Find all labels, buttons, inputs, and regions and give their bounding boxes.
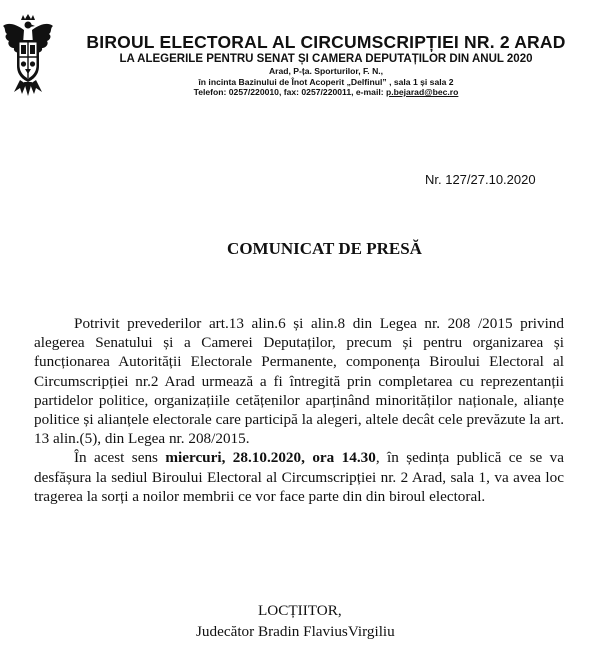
signatory-name: Judecător Bradin FlaviusVirgiliu xyxy=(196,623,395,640)
letterhead-text xyxy=(76,32,576,98)
coat-of-arms-icon xyxy=(2,14,54,96)
address-line-2: în incinta Bazinului de Înot Acoperit „Delfinul” , sala 1 și sala 2 xyxy=(198,76,454,87)
paragraph-legal-basis: Potrivit prevederilor art.13 alin.6 și alin.8 din Legea nr. 208 /2015 privind alegerea Senatului și a Camerei Deputaților, precum și pentru organizarea și funcționarea Autorității Electorale Permanente, componența Biroului Electoral al Circumscripției nr.2 Arad urmează a fi întregită prin completarea cu reprezentanții partidelor politice, organizațiile cetățenilor aparținând minorităților naționale, alianțe politice și alianțele electorale care participă la alegeri, altele decât cele prevăzute la art. 13 alin.(5), din Legea nr. 208/2015. xyxy=(34,315,564,448)
institution-title: BIROUL ELECTORAL AL CIRCUMSCRIPȚIEI NR. 2 ARAD xyxy=(86,32,566,52)
address-line-1: Arad, P-ța. Sporturilor, F. N., xyxy=(268,66,384,76)
document-number: Nr. 127/27.10.2020 xyxy=(425,172,536,187)
paragraph-2-start: În acest sens xyxy=(74,449,166,467)
paragraph-2-end: , în ședința publică ce se va desfășura la sediul Biroului Electoral al Circumscripției nr. 2 Arad, sala 1, va avea loc tragerea la sorți a noilor membrii ce vor face parte din din biroul electoral. xyxy=(34,449,564,505)
document-title: COMUNICAT DE PRESĂ xyxy=(227,239,422,258)
paragraph-meeting-notice xyxy=(34,448,564,506)
contact-line xyxy=(76,87,576,98)
email-link[interactable]: p.bejarad@bec.ro xyxy=(385,87,459,97)
election-subtitle: LA ALEGERILE PENTRU SENAT ȘI CAMERA DEPUTAȚILOR DIN ANUL 2020 xyxy=(119,53,533,65)
meeting-date-time: miercuri, 28.10.2020, ora 14.30 xyxy=(165,449,376,467)
signatory-role: LOCȚIITOR, xyxy=(258,602,342,619)
letterhead xyxy=(0,10,609,120)
contact-prefix: Telefon: 0257/220010, fax: 0257/220011, e-mail: xyxy=(193,87,386,97)
press-release-body xyxy=(34,314,564,506)
